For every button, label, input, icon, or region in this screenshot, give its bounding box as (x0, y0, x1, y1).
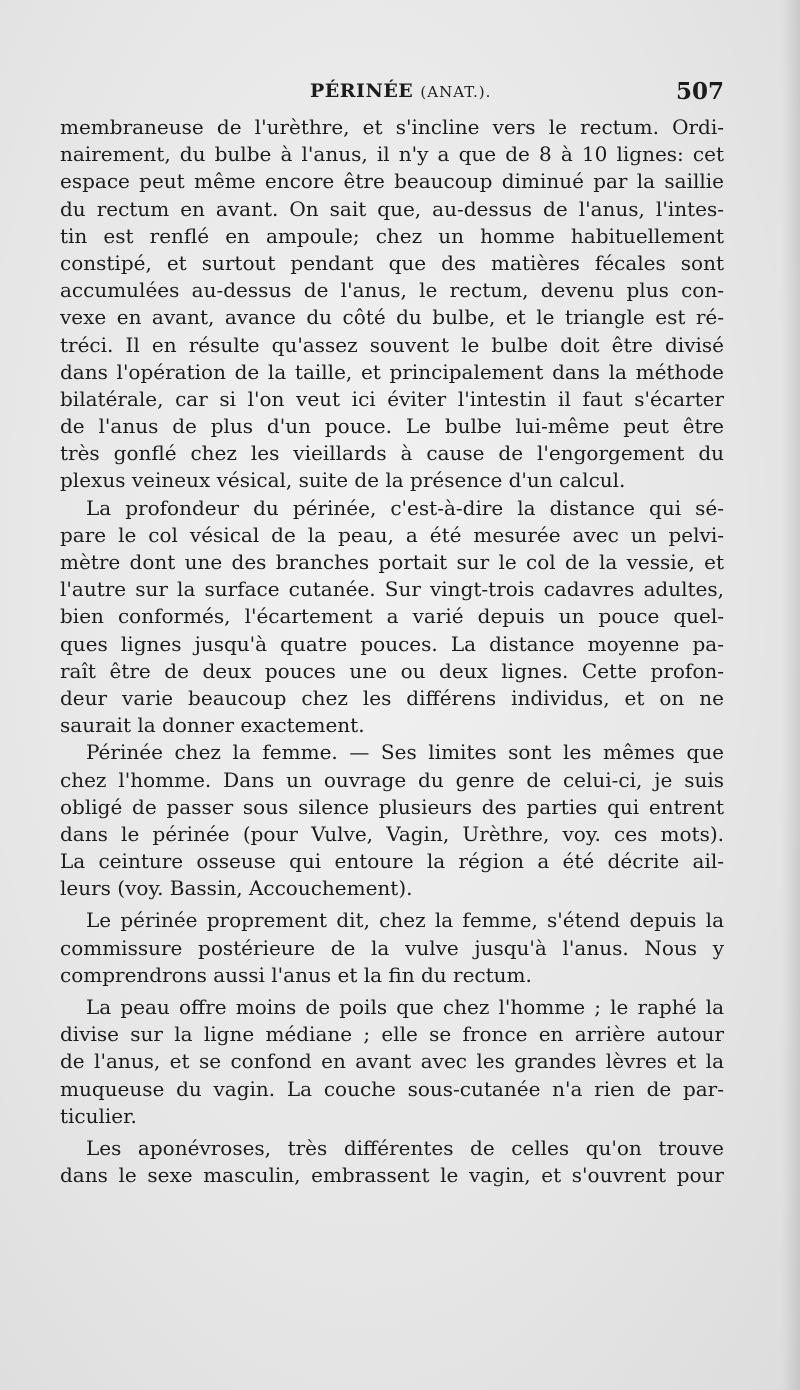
text-line: de l'anus, et se confond en avant avec les grandes lèvres et la (60, 1049, 724, 1074)
text-line: plexus veineux vésical, suite de la présence d'un calcul. (60, 468, 626, 493)
text-line: deur varie beaucoup chez les différens individus, et on ne (60, 685, 724, 710)
text-line: chez l'homme. Dans un ouvrage du genre de celui-ci, je suis (60, 767, 724, 792)
text-line: ticulier. (60, 1103, 137, 1128)
text-line: l'autre sur la surface cutanée. Sur vingt-trois cadavres adultes, (60, 577, 724, 602)
paragraph-start-line: Périnée chez la femme. — Ses limites sont les mêmes que (86, 740, 724, 765)
text-line: dans l'opération de la taille, et principalement dans la méthode (60, 359, 724, 384)
text-line: nairement, du bulbe à l'anus, il n'y a que de 8 à 10 lignes: cet (60, 142, 724, 167)
text-line: bilatérale, car si l'on veut ici éviter l'intestin il faut s'écarter (60, 386, 724, 411)
running-head-subtitle: (ANAT.). (420, 83, 492, 101)
text-line: obligé de passer sous silence plusieurs des parties qui entrent (60, 794, 724, 819)
text-line: très gonflé chez les vieillards à cause de l'engorgement du (60, 441, 724, 466)
text-line: ques lignes jusqu'à quatre pouces. La distance moyenne pa- (60, 631, 724, 656)
text-line: divise sur la ligne médiane ; elle se fronce en arrière autour (60, 1022, 724, 1047)
text-line: espace peut même encore être beaucoup diminué par la saillie (60, 169, 724, 194)
text-line: saurait la donner exactement. (60, 713, 365, 738)
text-line: vexe en avant, avance du côté du bulbe, et le triangle est ré- (60, 305, 724, 330)
text-line: raît être de deux pouces une ou deux lignes. Cette profon- (60, 658, 724, 683)
text-line: accumulées au-dessus de l'anus, le rectum, devenu plus con- (60, 278, 724, 303)
paragraph-start-line: La peau offre moins de poils que chez l'homme ; le raphé la (86, 995, 724, 1019)
text-line: mètre dont une des branches portait sur le col de la vessie, et (60, 550, 724, 574)
text-line: dans le sexe masculin, embrassent le vagin, et s'ouvrent pour (60, 1163, 724, 1188)
text-line: La ceinture osseuse qui entoure la région a été décrite ail- (60, 849, 724, 874)
text-line: membraneuse de l'urèthre, et s'incline vers le rectum. Ordi- (60, 115, 724, 139)
text-line: du rectum en avant. On sait que, au-dessus de l'anus, l'intes- (60, 196, 724, 221)
text-line: commissure postérieure de la vulve jusqu'à l'anus. Nous y (60, 935, 724, 960)
text-line: pare le col vésical de la peau, a été mesurée avec un pelvi- (60, 522, 724, 547)
running-head (310, 80, 491, 102)
page-number: 507 (675, 78, 724, 105)
paragraph-start-line: La profondeur du périnée, c'est-à-dire la distance qui sé- (86, 495, 724, 520)
page-edge-shadow (782, 0, 800, 1390)
text-line: dans le périnée (pour Vulve, Vagin, Urèthre, voy. ces mots). (60, 821, 724, 846)
text-line: leurs (voy. Bassin, Accouchement). (60, 876, 413, 901)
body-text (60, 114, 724, 1189)
paragraph-start-line: Les aponévroses, très différentes de celles qu'on trouve (86, 1135, 724, 1160)
text-line: constipé, et surtout pendant que des matières fécales sont (60, 250, 724, 275)
text-line: bien conformés, l'écartement a varié depuis un pouce quel- (60, 604, 724, 629)
text-line: de l'anus de plus d'un pouce. Le bulbe lui-même peut être (60, 414, 724, 439)
text-line: tréci. Il en résulte qu'assez souvent le bulbe doit être divisé (60, 332, 724, 357)
text-line: muqueuse du vagin. La couche sous-cutanée n'a rien de par- (60, 1076, 724, 1101)
running-head-title: PÉRINÉE (310, 80, 414, 102)
text-line: tin est renflé en ampoule; chez un homme habituellement (60, 223, 724, 248)
paragraph-start-line: Le périnée proprement dit, chez la femme, s'étend depuis la (86, 908, 724, 933)
text-line: comprendrons aussi l'anus et la fin du rectum. (60, 962, 532, 987)
page-header (60, 80, 724, 110)
